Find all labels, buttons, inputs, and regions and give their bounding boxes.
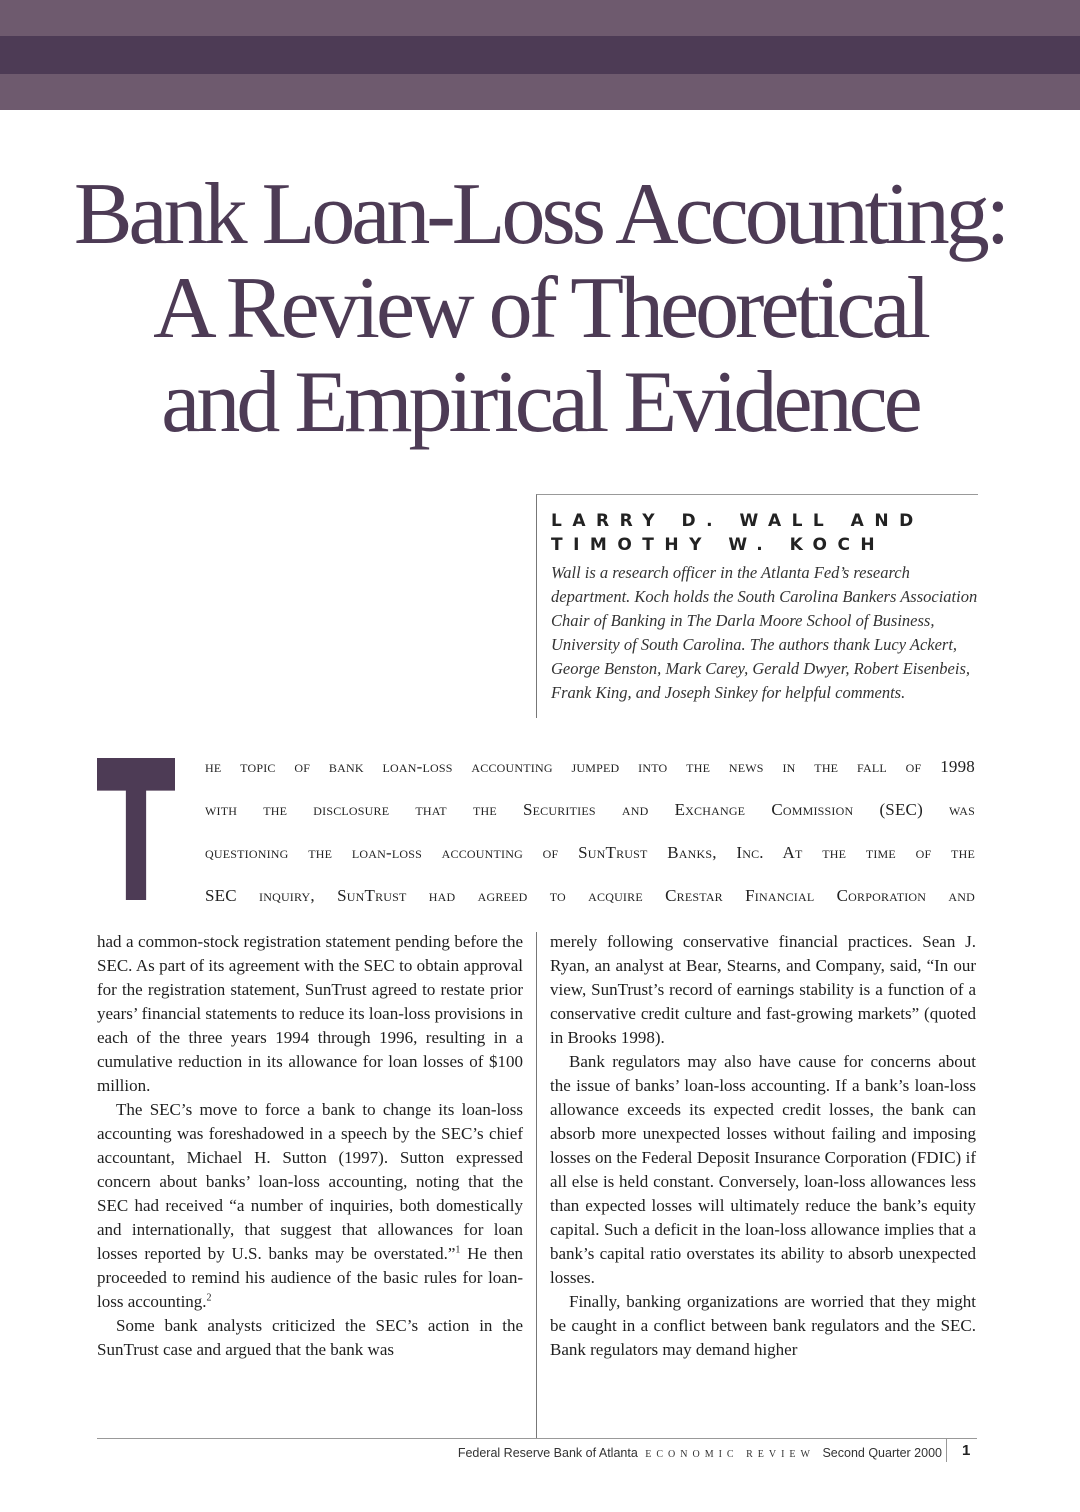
title-line-2: A Review of Theoretical: [153, 260, 927, 357]
footer-journal: ECONOMIC REVIEW: [645, 1449, 815, 1460]
dropcap-letter: [97, 758, 175, 900]
right-paragraph-3: Finally, banking organizations are worried that they might be caught in a conflict between bank regulators and the SEC. Bank regulators may demand higher: [550, 1292, 976, 1359]
footer-divider: [946, 1438, 947, 1462]
intro-line-1: he topic of bank loan-loss accounting jumped into the news in the fall of 1998: [205, 757, 975, 776]
right-paragraph-2: Bank regulators may also have cause for concerns about the issue of banks’ loan-loss accounting. If a bank’s loan-loss allowance exceeds its expected credit losses, the bank can absorb more unexpected losses without failing and imposing losses on the Federal Deposit Insurance Corporation (FDIC) if all else is held constant. Conversely, loan-loss allowances less than expected losses will ultimately reduce the bank’s equity capital. Such a deficit in the loan-loss allowance implies that a bank’s capital ratio overstates its ability to absorb unexpected losses.: [550, 1052, 976, 1287]
author-line-2: TIMOTHY W. KOCH: [551, 535, 886, 555]
footer-issue: Second Quarter 2000: [822, 1446, 942, 1460]
author-note: Wall is a research officer in the Atlanta Fed’s research department. Koch holds the South Carolina Bankers Association Chair of Banking in The Darla Moore School of Business, University of South Carolina. The authors thank Lucy Ackert, George Benston, Mark Carey, Gerald Dwyer, Robert Eisenbeis, Frank King, and Joseph Sinkey for helpful comments.: [551, 563, 978, 702]
left-paragraph-3: Some bank analysts criticized the SEC’s action in the SunTrust case and argued that the bank was: [97, 1316, 523, 1359]
title-line-1: Bank Loan-Loss Accounting:: [73, 166, 1007, 263]
right-column: [550, 930, 976, 1362]
header-band-bottom: [0, 74, 1080, 110]
left-paragraph-2-part-b: He then proceeded to remind his audience of the basic rules for loan-loss accounting.: [97, 1244, 523, 1311]
header-band-top: [0, 0, 1080, 36]
footnote-ref-1[interactable]: 1: [455, 1244, 461, 1256]
byline-box: [536, 494, 978, 718]
intro-line-3: questioning the loan-loss accounting of SunTrust Banks, Inc. At the time of the: [205, 843, 975, 862]
right-paragraph-1: merely following conservative financial practices. Sean J. Ryan, an analyst at Bear, Stearns, and Company, said, “In our view, SunTrust’s record of earnings stability is a function of a conservative credit culture and fast-growing markets” (quoted in Brooks 1998).: [550, 932, 976, 1047]
footer-publisher: Federal Reserve Bank of Atlanta: [457, 1446, 638, 1460]
article-title: [40, 168, 1040, 450]
footer: [97, 1446, 942, 1460]
left-column: [97, 930, 523, 1362]
page-number: 1: [962, 1442, 971, 1459]
intro-line-2: with the disclosure that the Securities and Exchange Commission (SEC) was: [205, 800, 975, 819]
footer-rule: [97, 1438, 977, 1439]
header-band-middle: [0, 36, 1080, 74]
footnote-ref-2[interactable]: 2: [206, 1292, 212, 1304]
column-divider: [536, 932, 537, 1438]
intro-line-4: SEC inquiry, SunTrust had agreed to acquire Crestar Financial Corporation and: [205, 886, 975, 905]
title-line-3: and Empirical Evidence: [161, 354, 919, 451]
left-paragraph-2-part-a: The SEC’s move to force a bank to change its loan-loss accounting was foreshadowed in a speech by the SEC’s chief accountant, Michael H. Sutton (1997). Sutton expressed concern about banks’ loan-loss accounting, noting that the SEC had received “a number of inquiries, both domestically and internationally, that suggest that allowances for loan losses reported by U.S. banks may be overstated.”: [97, 1100, 523, 1263]
left-paragraph-2: [97, 1098, 523, 1314]
left-paragraph-1: had a common-stock registration statement pending before the SEC. As part of its agreement with the SEC to obtain approval for the registration statement, SunTrust agreed to restate prior years’ financial statements to reduce its loan-loss provisions in each of the three years 1994 through 1996, resulting in a cumulative reduction in its allowance for loan losses of $100 million.: [97, 932, 523, 1095]
author-line-1: LARRY D. WALL AND: [551, 511, 924, 531]
